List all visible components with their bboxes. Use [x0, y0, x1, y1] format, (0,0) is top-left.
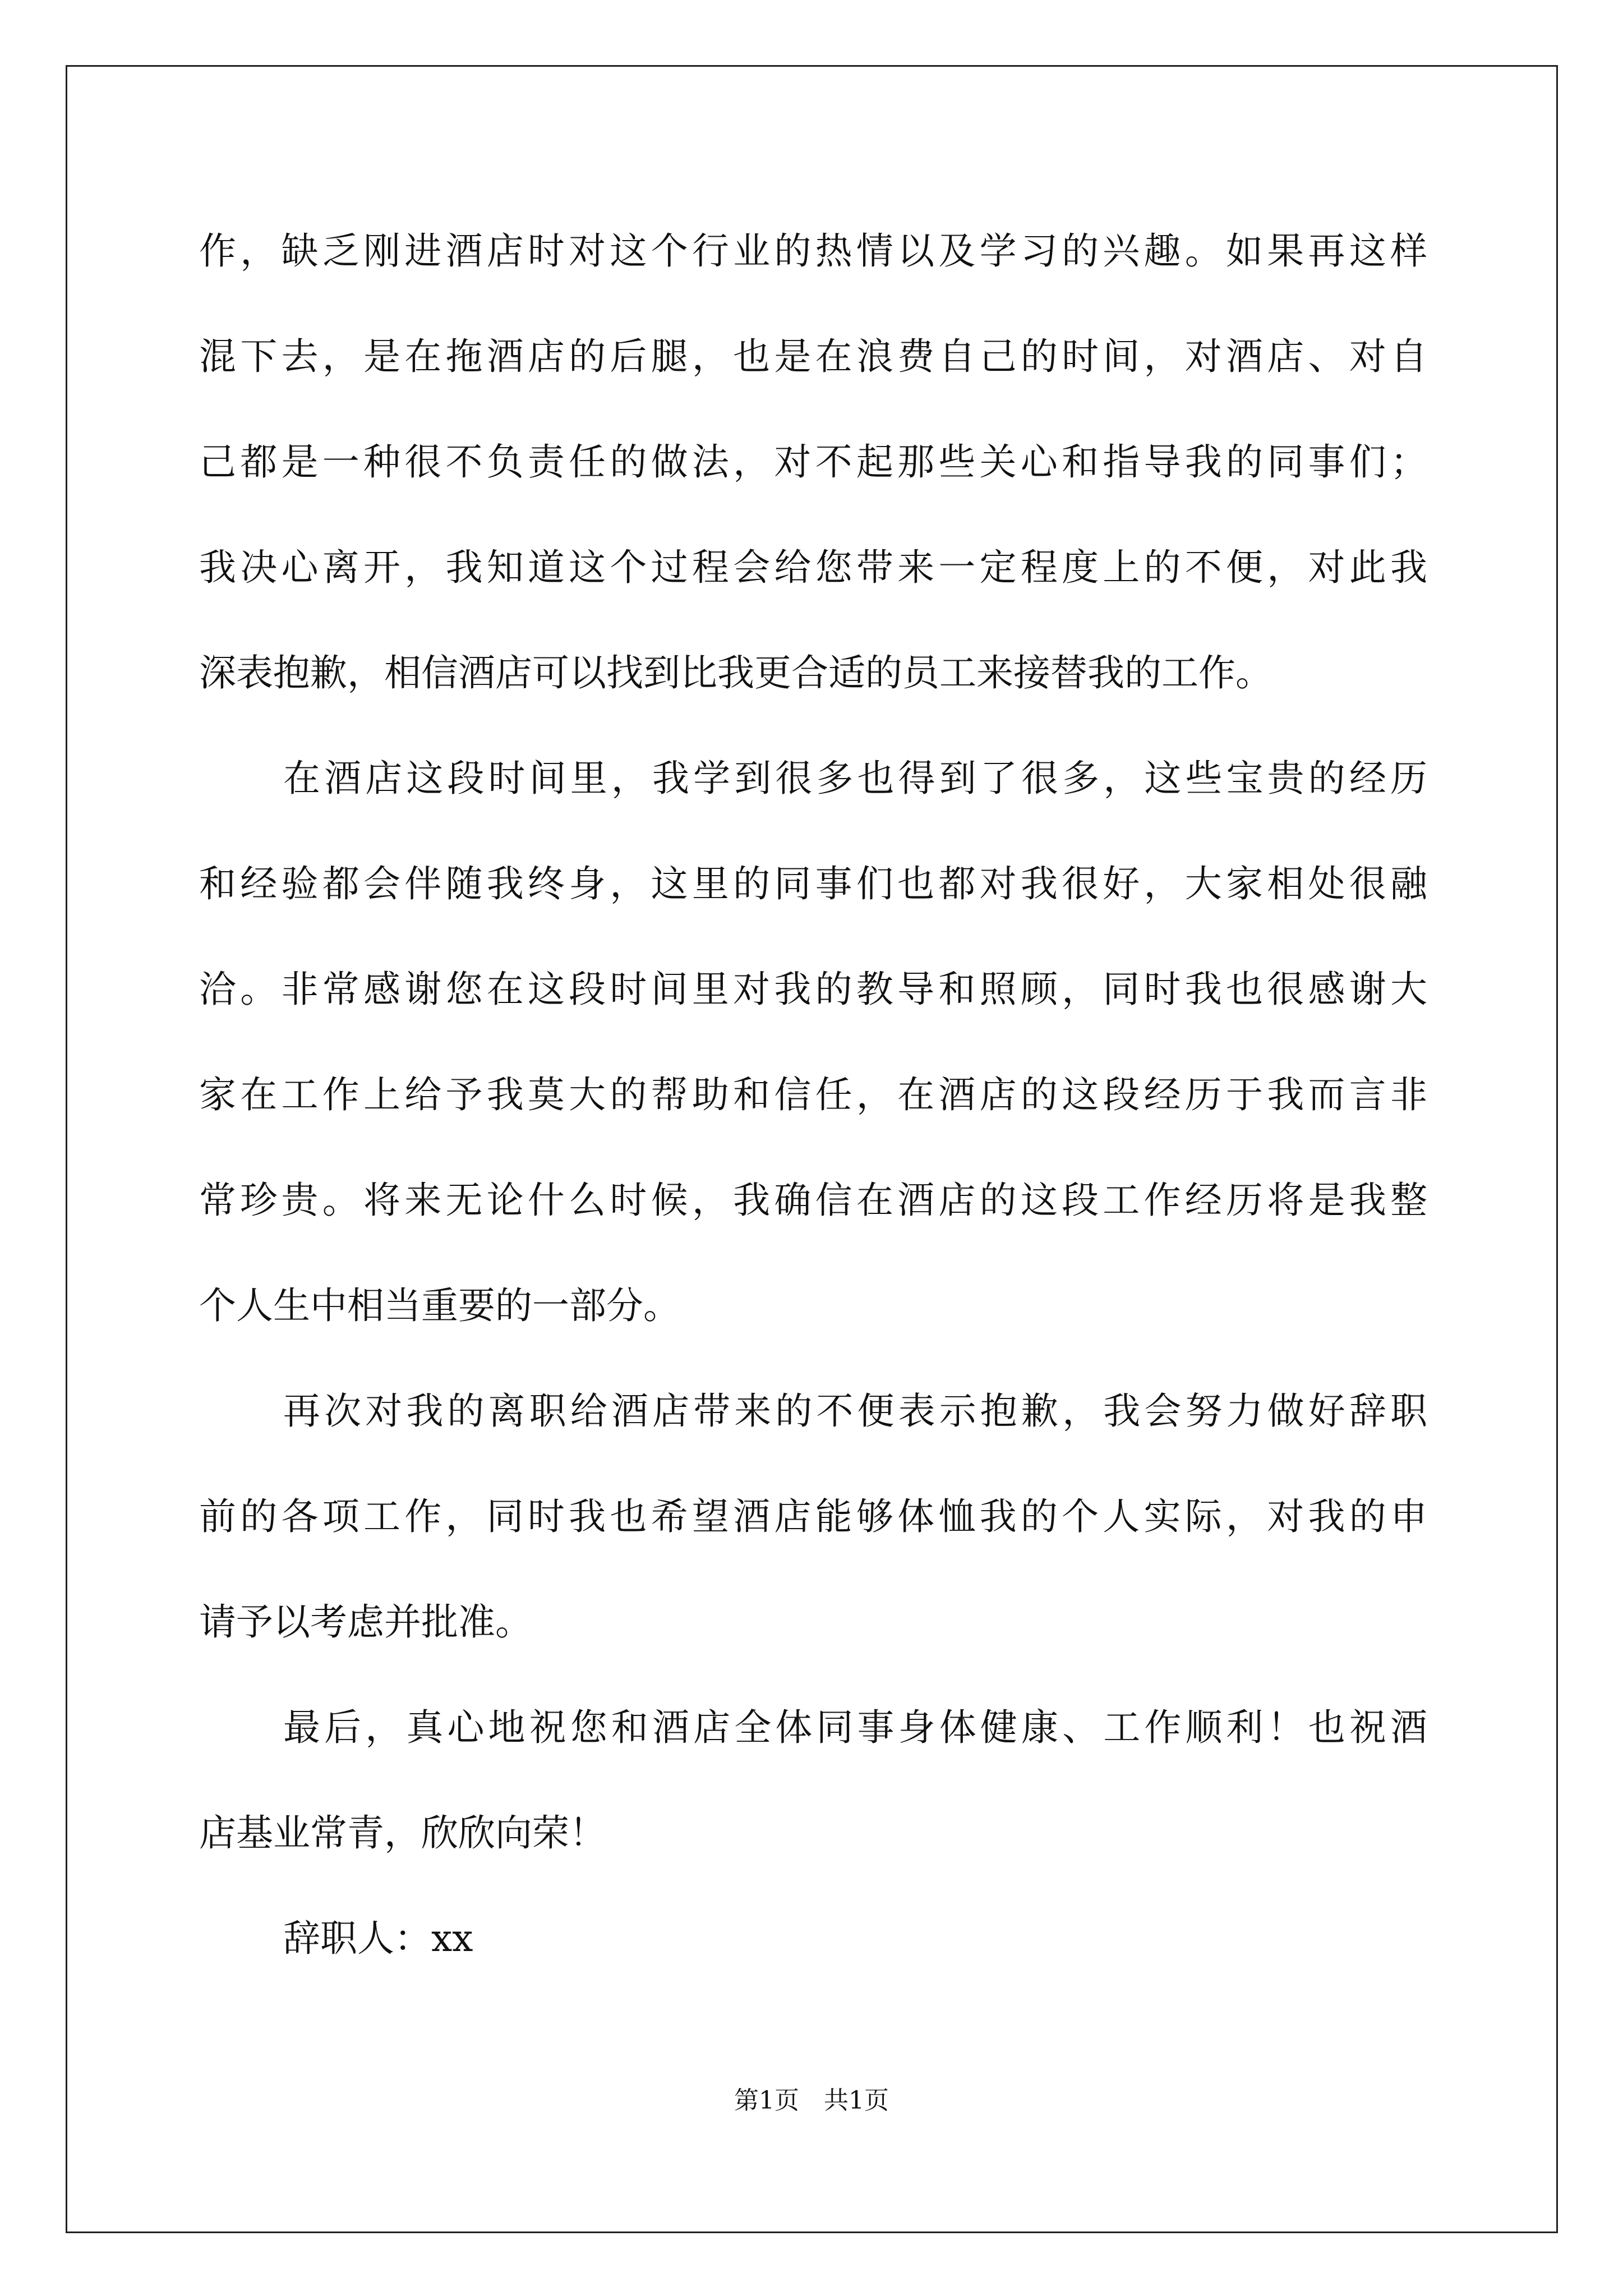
paragraph-first-line: 最后，真心地祝您和酒店全体同事身体健康、工作顺利！也祝酒: [283, 1706, 1427, 1749]
text-line: 家在工作上给予我莫大的帮助和信任，在酒店的这段经历于我而言非: [199, 1073, 1427, 1116]
text-line: 店基业常青，欣欣向荣！: [199, 1811, 606, 1855]
text-line: 请予以考虑并批准。: [199, 1600, 532, 1644]
page-number-footer: 第1页 共1页: [734, 2086, 889, 2115]
text-line: 前的各项工作，同时我也希望酒店能够体恤我的个人实际，对我的申: [199, 1495, 1427, 1538]
paragraph-first-line: 再次对我的离职给酒店带来的不便表示抱歉，我会努力做好辞职: [283, 1389, 1427, 1433]
signature-line: 辞职人：xx: [283, 1917, 473, 1960]
text-line: 常珍贵。将来无论什么时候，我确信在酒店的这段工作经历将是我整: [199, 1179, 1427, 1222]
paragraph-first-line: 在酒店这段时间里，我学到很多也得到了很多，这些宝贵的经历: [283, 757, 1427, 800]
text-line: 个人生中相当重要的一部分。: [199, 1284, 680, 1327]
text-line: 混下去，是在拖酒店的后腿，也是在浪费自己的时间，对酒店、对自: [199, 335, 1427, 378]
text-line: 我决心离开，我知道这个过程会给您带来一定程度上的不便，对此我: [199, 546, 1427, 589]
letter-body: [199, 222, 1427, 2014]
text-line: 己都是一种很不负责任的做法，对不起那些关心和指导我的同事们；: [199, 440, 1427, 484]
text-line: 和经验都会伴随我终身，这里的同事们也都对我很好，大家相处很融: [199, 862, 1427, 905]
text-line: 作，缺乏刚进酒店时对这个行业的热情以及学习的兴趣。如果再这样: [199, 229, 1427, 273]
text-line: 洽。非常感谢您在这段时间里对我的教导和照顾，同时我也很感谢大: [199, 968, 1427, 1011]
text-line: 深表抱歉，相信酒店可以找到比我更合适的员工来接替我的工作。: [199, 651, 1272, 694]
